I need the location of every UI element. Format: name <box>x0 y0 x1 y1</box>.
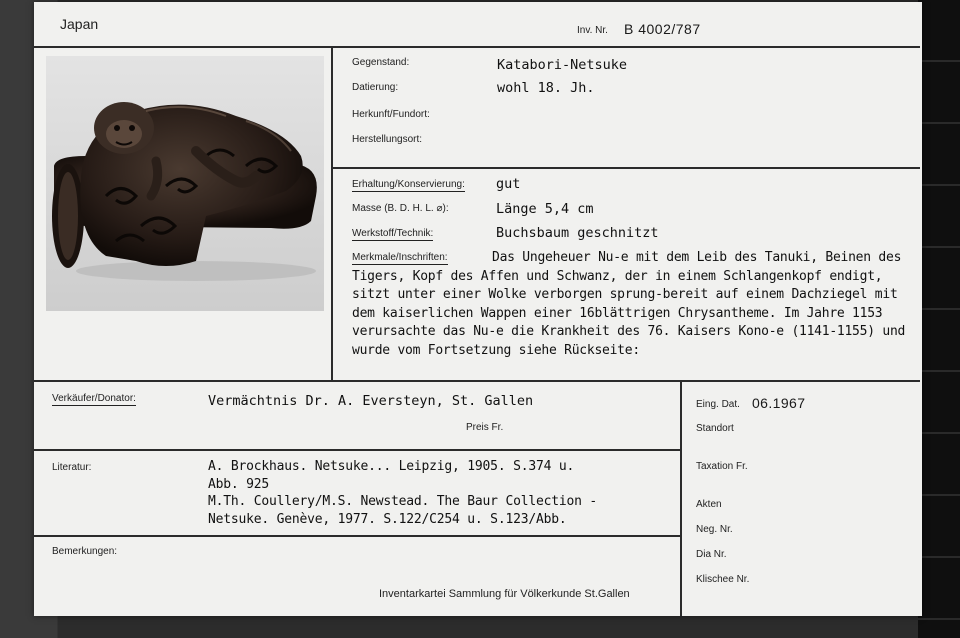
inventory-card <box>34 2 922 616</box>
divider-literatur <box>34 535 680 537</box>
datierung-value: wohl 18. Jh. <box>497 80 595 96</box>
background-edge <box>918 0 960 638</box>
erhaltung-value: gut <box>496 176 521 192</box>
herstellungsort-label: Herstellungsort: <box>352 134 423 145</box>
netsuke-photo <box>46 56 324 311</box>
divider-verkaeufer <box>34 449 680 451</box>
werkstoff-label-text: Werkstoff/Technik: <box>352 228 434 239</box>
gegenstand-value: Katabori-Netsuke <box>497 57 628 73</box>
divider-main <box>34 380 920 382</box>
netsuke-image <box>46 56 324 311</box>
bemerkungen-label: Bemerkungen: <box>52 546 118 557</box>
akten-label: Akten <box>696 499 722 510</box>
dia-nr-label: Dia Nr. <box>696 549 727 560</box>
verkaeufer-label-text: Verkäufer/Donator: <box>52 393 136 404</box>
divider-header <box>34 46 920 48</box>
eing-dat-label: Eing. Dat. <box>696 399 740 410</box>
literatur-line: A. Brockhaus. Netsuke... Leipzig, 1905. S.374 u. <box>208 459 575 474</box>
card-footer: Inventarkartei Sammlung für Völkerkunde St.Gallen <box>379 588 630 600</box>
preis-label: Preis Fr. <box>466 422 504 433</box>
literatur-line: M.Th. Coullery/M.S. Newstead. The Baur Collection - <box>208 494 597 509</box>
eing-dat-value: 06.1967 <box>752 395 806 411</box>
klischee-nr-label: Klischee Nr. <box>696 574 750 585</box>
inv-number: B 4002/787 <box>624 21 701 37</box>
verkaeufer-label <box>52 393 136 404</box>
neg-nr-label: Neg. Nr. <box>696 524 733 535</box>
standort-label: Standort <box>696 423 734 434</box>
merkmale-label-text: Merkmale/Inschriften: <box>352 252 448 263</box>
erhaltung-label-text: Erhaltung/Konservierung: <box>352 179 465 190</box>
masse-label: Masse (B. D. H. L. ⌀): <box>352 203 449 214</box>
literatur-label: Literatur: <box>52 462 92 473</box>
divider-photo <box>331 46 333 380</box>
literatur-line: Netsuke. Genève, 1977. S.122/C254 u. S.123/Abb. <box>208 511 567 527</box>
taxation-label: Taxation Fr. <box>696 461 748 472</box>
herkunft-label: Herkunft/Fundort: <box>352 109 430 120</box>
verkaeufer-value: Vermächtnis Dr. A. Eversteyn, St. Gallen <box>208 393 534 409</box>
werkstoff-value: Buchsbaum geschnitzt <box>496 225 659 241</box>
merkmale-text: Das Ungeheuer Nu-e mit dem Leib des Tanuki, Beinen des Tigers, Kopf des Affen und Schwanz, der in einem Schlangenkopf endigt, sitzt unter einer Wolke verborgen sprung-bereit auf einem Dachziegel mit dem kaiserlichen Wappen einer 16blättrigen Chrysantheme. Im Jahre 1153 verursachte das Nu-e die Krankheit des 76. Kaisers Kono-e (1141-1155) und wurde vom Fortsetzung siehe Rückseite: <box>352 250 906 358</box>
literatur-line: Abb. 925 <box>208 476 270 492</box>
divider-right-column <box>680 380 682 616</box>
gegenstand-label: Gegenstand: <box>352 57 410 68</box>
country-label: Japan <box>60 16 99 32</box>
masse-value: Länge 5,4 cm <box>496 201 594 217</box>
erhaltung-label <box>352 179 465 190</box>
literatur-list <box>208 458 597 528</box>
datierung-label: Datierung: <box>352 82 399 93</box>
inv-label: Inv. Nr. <box>577 25 608 36</box>
werkstoff-label <box>352 228 433 239</box>
divider-upper-fields <box>331 167 920 169</box>
